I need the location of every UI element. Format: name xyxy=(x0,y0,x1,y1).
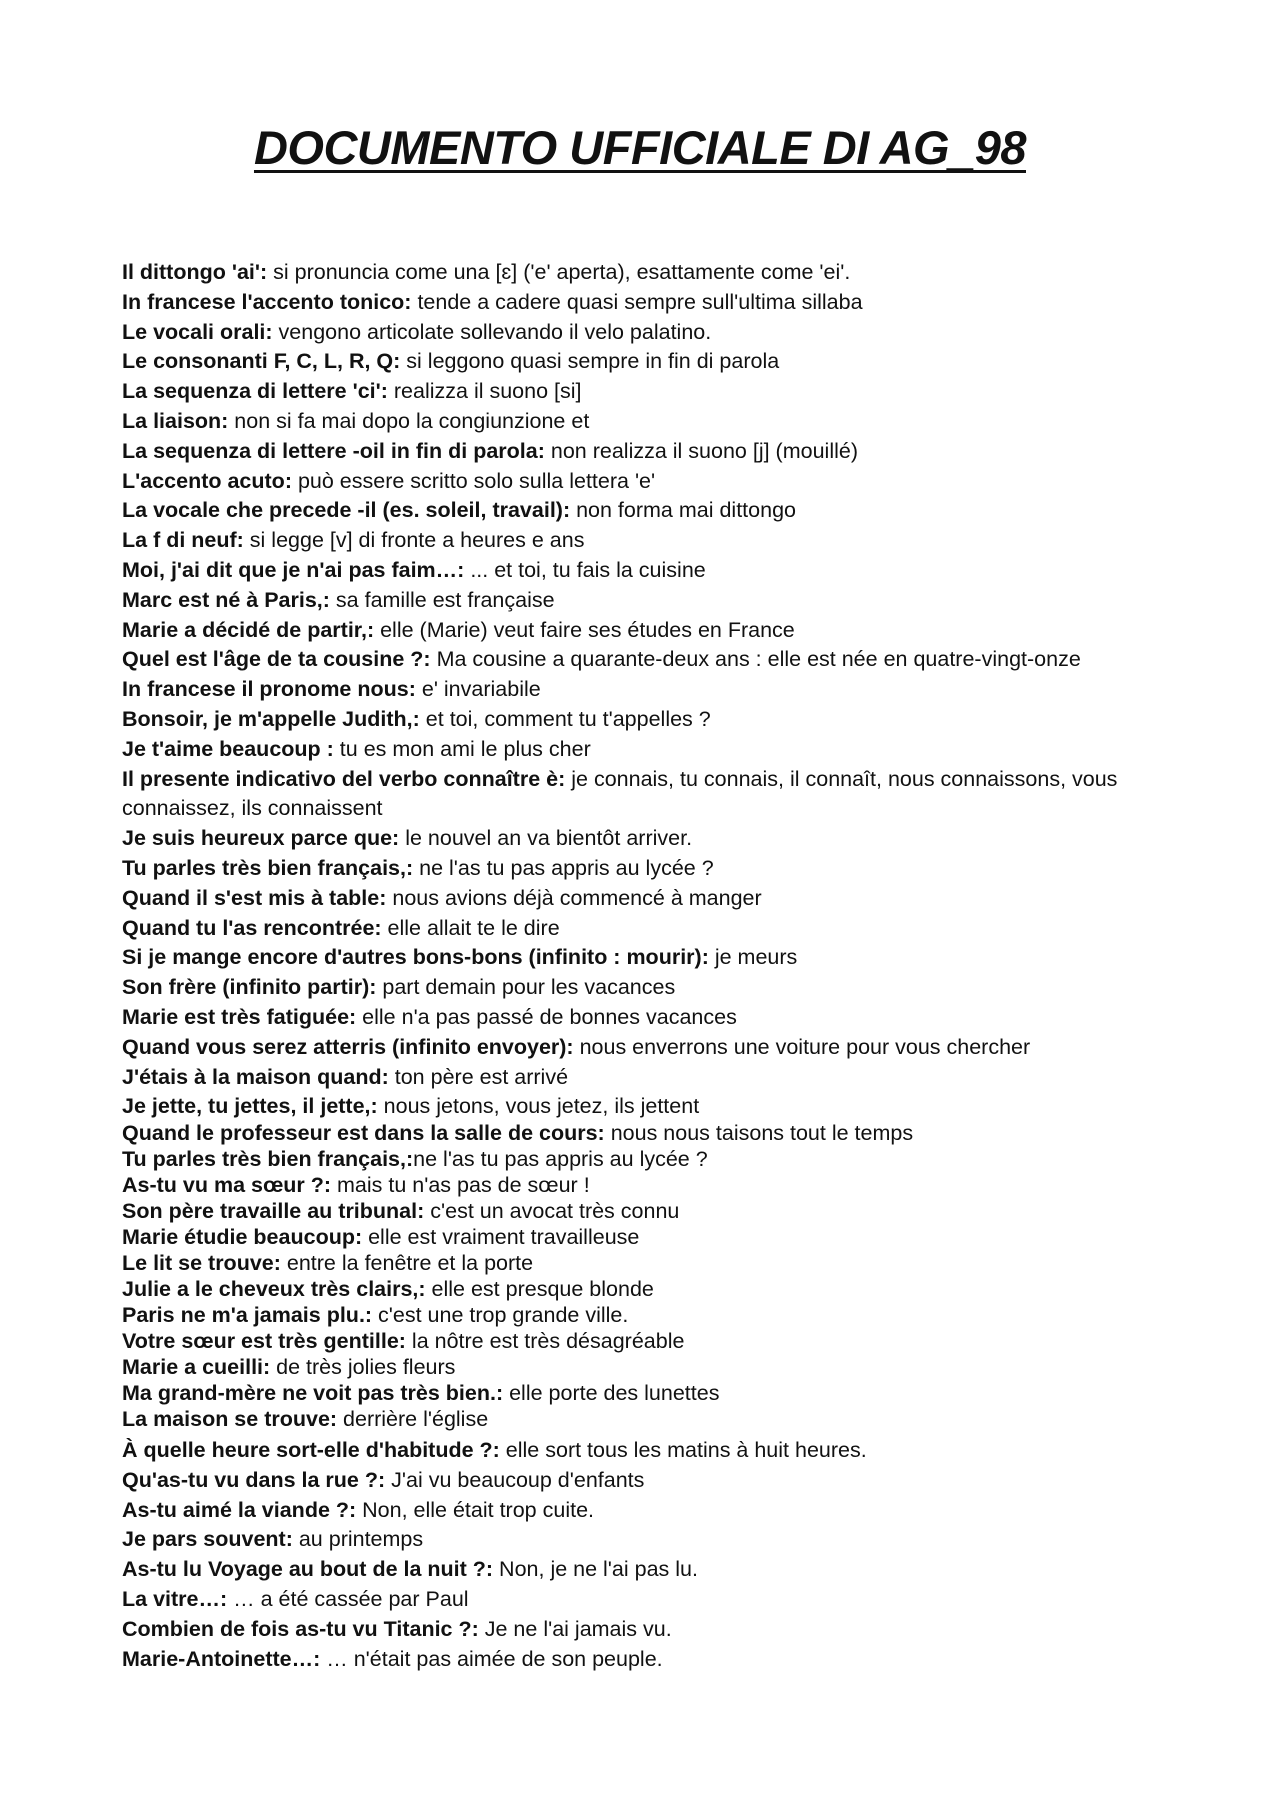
entry-prompt: Quand tu l'as rencontrée: xyxy=(122,915,382,940)
entry-line xyxy=(122,1585,1182,1615)
entry-answer: je meurs xyxy=(708,945,798,970)
entry-answer: vengono articolate sollevando il velo palatino. xyxy=(272,319,712,344)
entry-answer: non si fa mai dopo la congiunzione et xyxy=(228,408,590,433)
entry-answer: Ma cousine a quarante-deux ans : elle est née en quatre-vingt-onze xyxy=(430,647,1081,672)
entry-prompt: Combien de fois as-tu vu Titanic ?: xyxy=(122,1616,479,1641)
entry-line xyxy=(122,1172,1182,1198)
entry-answer: le nouvel an va bientôt arriver. xyxy=(399,826,693,851)
entry-prompt: Si je mange encore d'autres bons-bons (infinito : mourir): xyxy=(122,945,709,970)
entry-line xyxy=(122,1198,1182,1224)
entry-answer: ton père est arrivé xyxy=(388,1064,569,1089)
entry-prompt: La maison se trouve: xyxy=(122,1407,338,1431)
entry-line xyxy=(122,616,1182,646)
entry-prompt: La f di neuf: xyxy=(122,528,244,553)
entry-prompt: Bonsoir, je m'appelle Judith,: xyxy=(122,706,420,731)
entry-list-compact xyxy=(122,1120,1182,1432)
entry-prompt: As-tu aimé la viande ?: xyxy=(122,1497,357,1522)
entry-prompt: Le vocali orali: xyxy=(122,319,273,344)
entry-line xyxy=(122,1120,1182,1146)
entry-answer: Non, je ne l'ai pas lu. xyxy=(493,1557,698,1582)
entry-answer: part demain pour les vacances xyxy=(376,975,676,1000)
entry-line xyxy=(122,258,1182,288)
entry-line xyxy=(122,526,1182,556)
entry-prompt: Quand il s'est mis à table: xyxy=(122,885,387,910)
entry-prompt: Moi, j'ai dit que je n'ai pas faim…: xyxy=(122,557,465,582)
entry-list xyxy=(122,258,1182,1122)
entry-line xyxy=(122,318,1182,348)
entry-prompt: Quand le professeur est dans la salle de cours: xyxy=(122,1121,605,1145)
entry-answer: au printemps xyxy=(292,1527,424,1552)
entry-line xyxy=(122,1146,1182,1172)
entry-line xyxy=(122,1406,1182,1432)
entry-answer: … a été cassée par Paul xyxy=(227,1586,469,1611)
entry-answer: elle n'a pas passé de bonnes vacances xyxy=(356,1004,737,1029)
entry-answer: la nôtre est très désagréable xyxy=(405,1329,685,1353)
entry-prompt: Il presente indicativo del verbo connaître è: xyxy=(122,766,566,791)
entry-answer: può essere scritto solo sulla lettera 'e' xyxy=(291,468,656,493)
entry-line xyxy=(122,1645,1182,1675)
entry-line xyxy=(122,854,1182,884)
entry-prompt: La sequenza di lettere 'ci': xyxy=(122,379,388,404)
entry-prompt: Le consonanti F, C, L, R, Q: xyxy=(122,349,401,374)
entry-prompt: Marie a décidé de partir,: xyxy=(122,617,375,642)
entry-answer: … n'était pas aimée de son peuple. xyxy=(320,1646,663,1671)
document-title: DOCUMENTO UFFICIALE DI AG_98 xyxy=(253,121,1026,174)
entry-prompt: Marie a cueilli: xyxy=(122,1355,271,1379)
entry-prompt: La sequenza di lettere -oil in fin di parola: xyxy=(122,438,545,463)
entry-prompt: La vitre…: xyxy=(122,1586,228,1611)
entry-line xyxy=(122,705,1182,735)
entry-answer: si pronuncia come una [ɛ] ('e' aperta), esattamente come 'ei'. xyxy=(267,260,851,284)
entry-line xyxy=(122,1354,1182,1380)
entry-line xyxy=(122,884,1182,914)
entry-line xyxy=(122,1276,1182,1302)
entry-line xyxy=(122,645,1182,675)
entry-answer: elle est vraiment travailleuse xyxy=(362,1225,640,1249)
entry-line xyxy=(122,1224,1182,1250)
entry-line xyxy=(122,377,1182,407)
entry-prompt: Tu parles très bien français,: xyxy=(122,855,414,880)
entry-prompt: Je jette, tu jettes, il jette,: xyxy=(122,1094,378,1119)
entry-answer: ne l'as tu pas appris au lycée ? xyxy=(413,1147,708,1171)
entry-line xyxy=(122,824,1182,854)
entry-answer: elle est presque blonde xyxy=(425,1277,654,1301)
entry-answer: c'est une trop grande ville. xyxy=(372,1303,629,1327)
entry-answer: realizza il suono [si] xyxy=(387,379,582,404)
entry-prompt: As-tu lu Voyage au bout de la nuit ?: xyxy=(122,1557,494,1582)
entry-answer: J'ai vu beaucoup d'enfants xyxy=(385,1467,645,1492)
entry-line xyxy=(122,1250,1182,1276)
entry-answer: nous nous taisons tout le temps xyxy=(604,1121,914,1145)
entry-line xyxy=(122,914,1182,944)
entry-prompt: Tu parles très bien français,: xyxy=(122,1147,414,1171)
entry-prompt: Il dittongo 'ai': xyxy=(122,260,268,284)
entry-line xyxy=(122,1436,1182,1466)
entry-line xyxy=(122,675,1182,705)
entry-prompt: In francese l'accento tonico: xyxy=(122,289,412,314)
entry-prompt: Son père travaille au tribunal: xyxy=(122,1199,425,1223)
entry-prompt: Marc est né à Paris,: xyxy=(122,587,330,612)
entry-answer: ne l'as tu pas appris au lycée ? xyxy=(413,855,714,880)
entry-answer: nous avions déjà commencé à manger xyxy=(386,885,762,910)
entry-prompt: L'accento acuto: xyxy=(122,468,292,493)
entry-line xyxy=(122,1063,1182,1093)
entry-line xyxy=(122,1615,1182,1645)
entry-answer: entre la fenêtre et la porte xyxy=(280,1251,534,1275)
entry-answer: elle allait te le dire xyxy=(381,915,560,940)
entry-line xyxy=(122,407,1182,437)
entry-line xyxy=(122,1466,1182,1496)
entry-answer: tende a cadere quasi sempre sull'ultima sillaba xyxy=(411,289,863,314)
entry-answer: nous enverrons une voiture pour vous chercher xyxy=(573,1034,1031,1059)
entry-prompt: In francese il pronome nous: xyxy=(122,677,416,702)
entry-answer: mais tu n'as pas de sœur ! xyxy=(331,1173,590,1197)
entry-prompt: Son frère (infinito partir): xyxy=(122,975,377,1000)
entry-answer: elle porte des lunettes xyxy=(503,1381,720,1405)
entry-line xyxy=(122,556,1182,586)
entry-list-final xyxy=(122,1436,1182,1674)
entry-prompt: Quand vous serez atterris (infinito envoyer): xyxy=(122,1034,574,1059)
entry-line xyxy=(122,1555,1182,1585)
entry-answer: e' invariabile xyxy=(415,677,541,702)
entry-answer: je connais, tu connais, il connaît, nous connaissons, vous connaissez, ils connaissent xyxy=(122,766,1118,821)
entry-answer: ... et toi, tu fais la cuisine xyxy=(464,557,706,582)
entry-answer: non forma mai dittongo xyxy=(570,498,796,523)
entry-prompt: Je t'aime beaucoup : xyxy=(122,736,334,761)
entry-prompt: La vocale che precede -il (es. soleil, travail): xyxy=(122,498,571,523)
entry-line xyxy=(122,347,1182,377)
entry-prompt: Marie étudie beaucoup: xyxy=(122,1225,363,1249)
entry-line xyxy=(122,1328,1182,1354)
entry-prompt: Ma grand-mère ne voit pas très bien.: xyxy=(122,1381,504,1405)
entry-prompt: À quelle heure sort-elle d'habitude ?: xyxy=(122,1438,500,1462)
entry-answer: sa famille est française xyxy=(329,587,555,612)
entry-line xyxy=(122,1302,1182,1328)
entry-answer: elle (Marie) veut faire ses études en France xyxy=(374,617,795,642)
entry-line xyxy=(122,1380,1182,1406)
entry-prompt: Marie-Antoinette…: xyxy=(122,1646,321,1671)
entry-prompt: As-tu vu ma sœur ?: xyxy=(122,1173,332,1197)
entry-prompt: Votre sœur est très gentille: xyxy=(122,1329,406,1353)
entry-prompt: Quel est l'âge de ta cousine ?: xyxy=(122,647,431,672)
entry-answer: si legge [v] di fronte a heures e ans xyxy=(243,528,585,553)
entry-prompt: Qu'as-tu vu dans la rue ?: xyxy=(122,1467,386,1492)
entry-prompt: Julie a le cheveux très clairs,: xyxy=(122,1277,426,1301)
entry-prompt: Le lit se trouve: xyxy=(122,1251,281,1275)
entry-answer: Je ne l'ai jamais vu. xyxy=(478,1616,672,1641)
entry-line xyxy=(122,765,1182,825)
entry-line xyxy=(122,1033,1182,1063)
entry-answer: si leggono quasi sempre in fin di parola xyxy=(400,349,780,374)
entry-line xyxy=(122,1525,1182,1555)
entry-answer: de très jolies fleurs xyxy=(270,1355,456,1379)
entry-prompt: Je suis heureux parce que: xyxy=(122,826,400,851)
entry-answer: Non, elle était trop cuite. xyxy=(356,1497,594,1522)
entry-line xyxy=(122,735,1182,765)
entry-answer: c'est un avocat très connu xyxy=(424,1199,680,1223)
entry-line xyxy=(122,1003,1182,1033)
entry-answer: nous jetons, vous jetez, ils jettent xyxy=(377,1094,700,1119)
entry-line xyxy=(122,496,1182,526)
entry-line xyxy=(122,586,1182,616)
entry-answer: tu es mon ami le plus cher xyxy=(333,736,591,761)
entry-answer: elle sort tous les matins à huit heures. xyxy=(499,1438,867,1462)
entry-line xyxy=(122,1496,1182,1526)
entry-line xyxy=(122,288,1182,318)
entry-prompt: Paris ne m'a jamais plu.: xyxy=(122,1303,373,1327)
entry-prompt: J'étais à la maison quand: xyxy=(122,1064,389,1089)
entry-line xyxy=(122,467,1182,497)
entry-prompt: Marie est très fatiguée: xyxy=(122,1004,357,1029)
entry-line xyxy=(122,1092,1182,1122)
entry-answer: derrière l'église xyxy=(337,1407,489,1431)
entry-prompt: Je pars souvent: xyxy=(122,1527,293,1552)
entry-answer: et toi, comment tu t'appelles ? xyxy=(419,706,711,731)
entry-line xyxy=(122,973,1182,1003)
entry-line xyxy=(122,943,1182,973)
entry-answer: non realizza il suono [j] (mouillé) xyxy=(544,438,858,463)
entry-line xyxy=(122,437,1182,467)
entry-prompt: La liaison: xyxy=(122,408,229,433)
